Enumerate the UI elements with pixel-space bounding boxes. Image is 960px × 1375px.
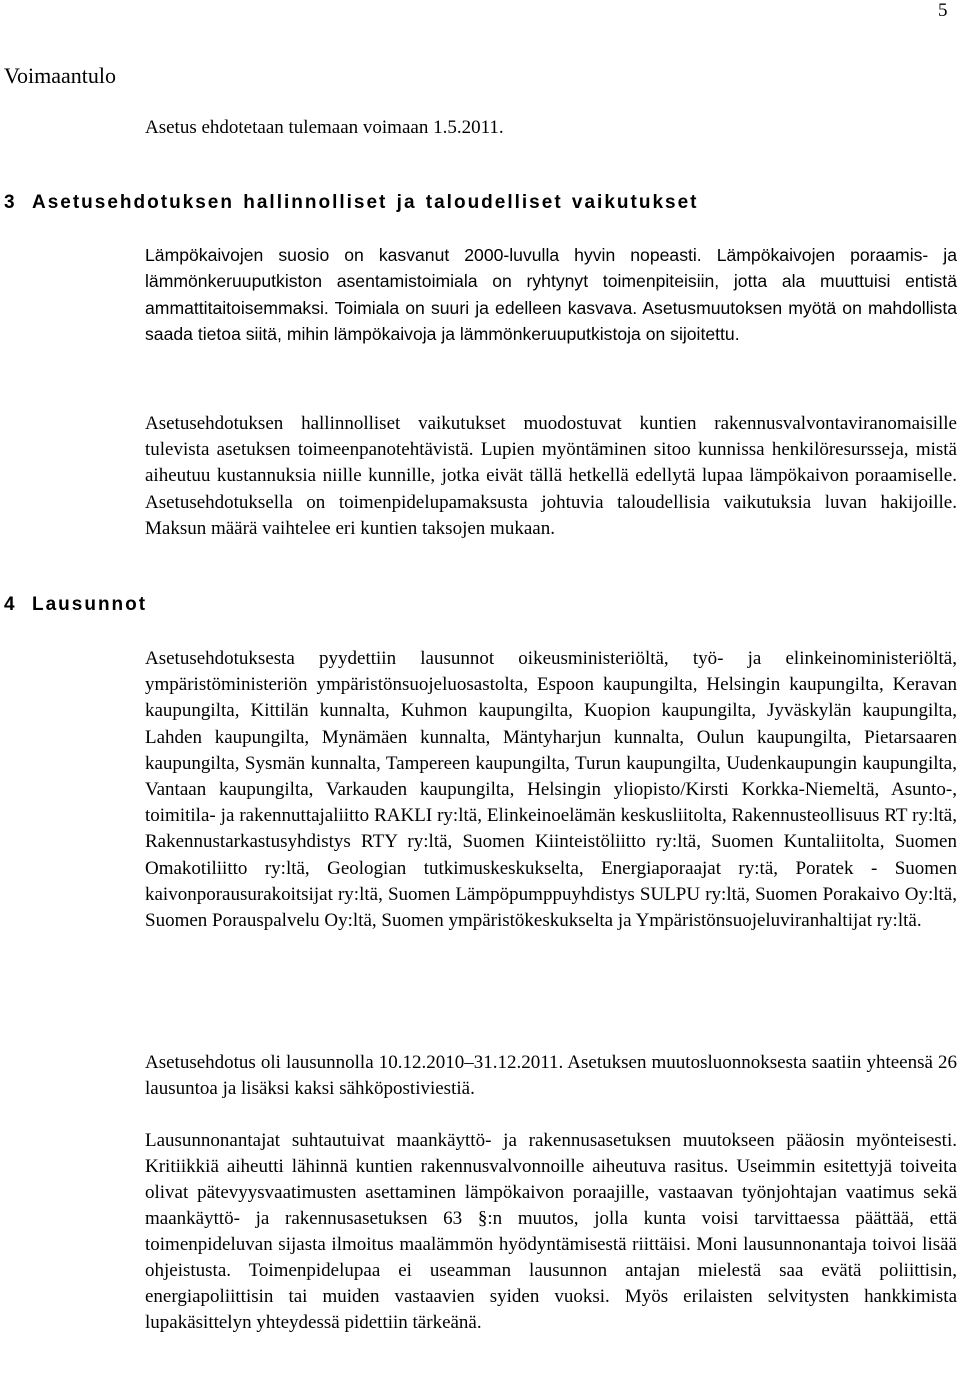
section-4-paragraph-2: Asetusehdotus oli lausunnolla 10.12.2010–31.12.2011. Asetuksen muutosluonnoksesta saatiin yhteensä 26 lausuntoa ja lisäksi kaksi sähköpostiviestiä. bbox=[145, 1052, 957, 1100]
page-number: 5 bbox=[938, 0, 948, 21]
section-3-title: Asetusehdotuksen hallinnolliset ja taloudelliset vaikutukset bbox=[32, 192, 699, 213]
voimaantulo-text: Asetus ehdotetaan tulemaan voimaan 1.5.2011. bbox=[145, 117, 504, 138]
section-3-paragraph-2: Asetusehdotuksen hallinnolliset vaikutukset muodostuvat kuntien rakennusvalvontaviranomaisille tulevista asetuksen toimeenpanotehtävistä. Lupien myöntäminen sitoo kunnissa henkilöresursseja, mistä aiheutuu kustannuksia niille kunnille, jotka eivät tällä hetkellä edellytä lupaa lämpökaivon poraamiselle. Asetusehdotuksella on toimenpidelupamaksusta johtuvia taloudellisia vaikutuksia luvan hakijoille. Maksun määrä vaihtelee eri kuntien taksojen mukaan. bbox=[145, 413, 957, 539]
section-4-paragraph-1: Asetusehdotuksesta pyydettiin lausunnot oikeusministeriöltä, työ- ja elinkeinoministeriöltä, ympäristöministeriön ympäristönsuojeluosastolta, Espoon kaupungilta, Helsingin kaupungilta, Keravan kaupungilta, Kittilän kunnalta, Kuhmon kaupungilta, Kuopion kaupungilta, Jyväskylän kaupungilta, Lahden kaupungilta, Mynämäen kunnalta, Mäntyharjun kunnalta, Oulun kaupungilta, Pietarsaaren kaupungilta, Sysmän kunnalta, Tampereen kaupungilta, Turun kaupungilta, Uudenkaupungin kaupungilta, Vantaan kaupungilta, Varkauden kaupungilta, Helsingin yliopisto/Kirsti Korkka-Niemeltä, Asunto-, toimitila- ja rakennuttajaliitto RAKLI ry:ltä, Elinkeinoelämän keskusliitolta, Rakennusteollisuus RT ry:ltä, Rakennustarkastusyhdistys RTY ry:ltä, Suomen Kiinteistöliitto ry:ltä, Suomen Kuntaliitolta, Suomen Omakotiliitto ry:ltä, Geologian tutkimuskeskukselta, Energiaporaajat ry:tä, Poratek - Suomen kaivonporausurakoitsijat ry:ltä, Suomen Lämpöpumppuyhdistys SULPU ry:ltä, Suomen Porakaivo Oy:ltä, Suomen Porauspalvelu Oy:ltä, Suomen ympäristökeskukselta ja Ympäristönsuojeluviranhaltijat ry:ltä. bbox=[145, 648, 957, 932]
section-3-number: 3 bbox=[4, 192, 15, 213]
section-3-heading bbox=[4, 190, 698, 216]
section-4-heading bbox=[4, 592, 147, 618]
voimaantulo-title: Voimaantulo bbox=[4, 63, 117, 88]
section-3-paragraph-1: Lämpökaivojen suosio on kasvanut 2000-luvulla hyvin nopeasti. Lämpökaivojen poraamis- ja lämmönkeruuputkiston asentamistoimiala on ryhtynyt toimenpiteisiin, jotta ala muuttuisi entistä ammattitaitoisemmaksi. Toimiala on suuri ja edelleen kasvava. Asetusmuutoksen myötä on mahdollista saada tietoa siitä, mihin lämpökaivoja ja lämmönkeruuputkistoja on sijoitettu. bbox=[145, 245, 957, 345]
section-4-paragraph-3: Lausunnonantajat suhtautuivat maankäyttö- ja rakennusasetuksen muutokseen pääosin myönteisesti. Kritiikkiä aiheutti lähinnä kuntien rakennusvalvonnoille aiheutuva rasitus. Useimmin esitettyjä toiveita olivat pätevyysvaatimusten asettaminen lämpökaivon poraajille, vastaavan työnjohtajan vaatimus sekä maankäyttö- ja rakennusasetuksen 63 §:n muutos, jolla kunta voisi tarvittaessa päättää, että toimenpideluvan sijasta ilmoitus maalämmön hyödyntämisestä riittäisi. Moni lausunnonantaja toivoi lisää ohjeistusta. Toimenpidelupaa ei useamman lausunnon antajan mielestä saa evätä poliittisin, energiapoliittisin tai muiden vastaavien syiden vuoksi. Myös erilaisten selvitysten hankkimista lupakäsittelyn yhteydessä pidettiin tärkeänä. bbox=[145, 1130, 957, 1333]
section-4-title: Lausunnot bbox=[32, 594, 148, 615]
section-4-number: 4 bbox=[4, 594, 15, 615]
